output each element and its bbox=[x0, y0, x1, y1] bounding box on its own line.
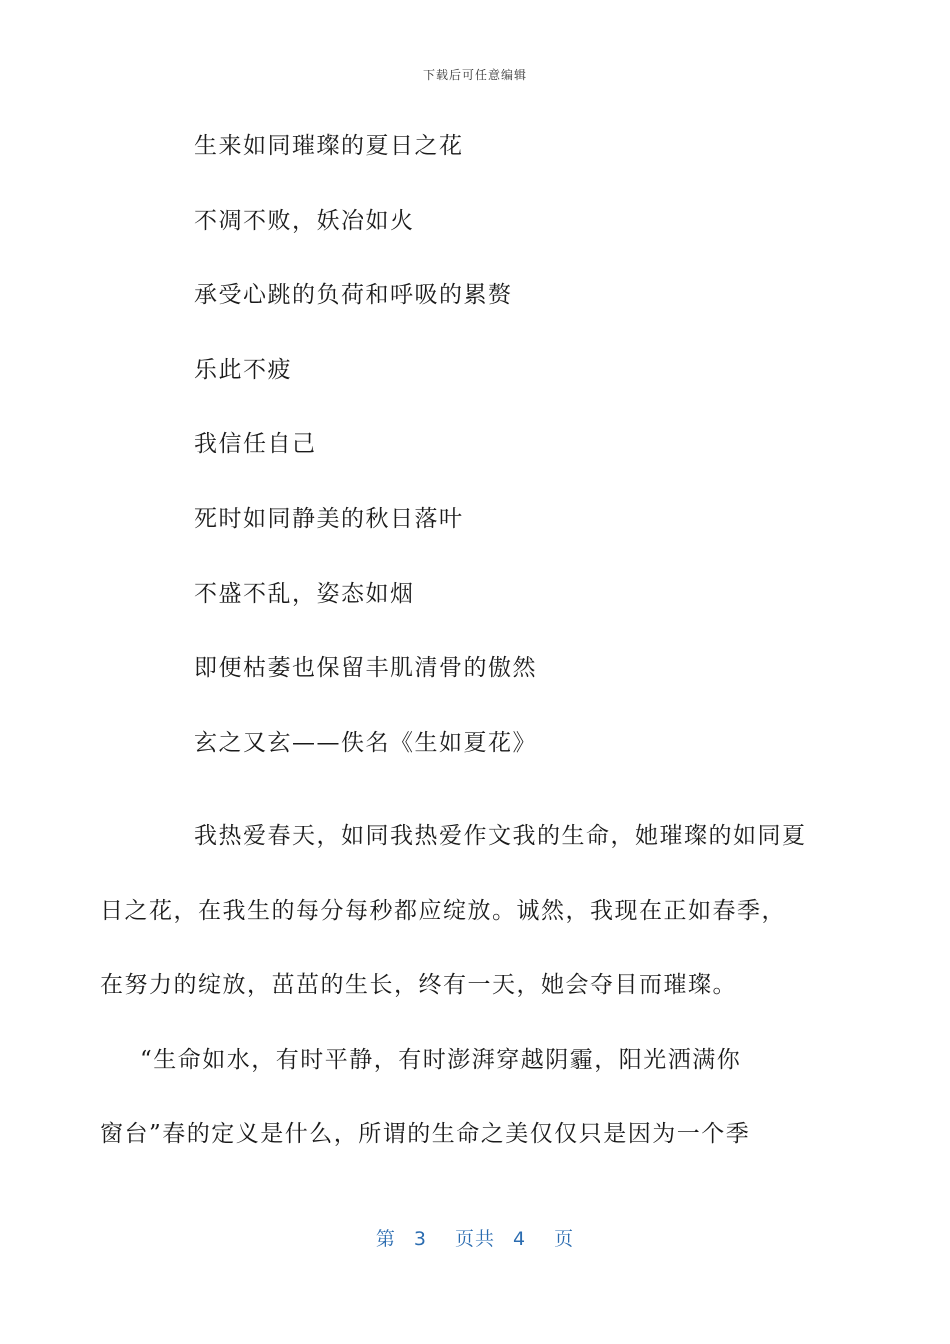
poem-line: 死时如同静美的秋日落叶 bbox=[194, 505, 464, 532]
page-header-note: 下载后可任意编辑 bbox=[422, 68, 527, 82]
poem-line: 玄之又玄——佚名《生如夏花》 bbox=[194, 729, 537, 756]
prose-line: “生命如水，有时平静，有时澎湃穿越阴霾，阳光洒满你 bbox=[140, 1046, 742, 1073]
footer-total-pages: 4 bbox=[513, 1228, 527, 1250]
prose-line: 窗台”春的定义是什么，所谓的生命之美仅仅只是因为一个季 bbox=[100, 1121, 751, 1147]
poem-line: 我信任自己 bbox=[194, 431, 317, 458]
poem-line: 不盛不乱，姿态如烟 bbox=[194, 580, 415, 607]
poem-line: 不凋不败，妖冶如火 bbox=[194, 207, 415, 234]
prose-paragraph bbox=[100, 799, 807, 1023]
prose-block bbox=[100, 799, 807, 1172]
footer-current-page: 3 bbox=[413, 1228, 427, 1250]
page-footer bbox=[0, 1224, 950, 1251]
footer-page-mid: 页共 bbox=[454, 1228, 495, 1250]
prose-line: 在努力的绽放，茁茁的生长，终有一天，她会夺目而璀璨。 bbox=[100, 972, 737, 998]
poem-line: 乐此不疲 bbox=[194, 356, 292, 383]
prose-paragraph bbox=[100, 1023, 807, 1172]
poem-line: 承受心跳的负荷和呼吸的累赘 bbox=[194, 282, 513, 309]
poem-line: 即便枯萎也保留丰肌清骨的傲然 bbox=[194, 655, 537, 682]
poem-block bbox=[194, 128, 834, 799]
prose-line: 我热爱春天，如同我热爱作文我的生命，她璀璨的如同夏 bbox=[194, 823, 807, 849]
prose-line: 日之花，在我生的每分每秒都应绽放。诚然，我现在正如春季， bbox=[100, 897, 786, 924]
footer-page-suffix: 页 bbox=[554, 1228, 575, 1250]
footer-page-prefix: 第 bbox=[375, 1228, 396, 1250]
poem-line: 生来如同璀璨的夏日之花 bbox=[194, 133, 464, 159]
